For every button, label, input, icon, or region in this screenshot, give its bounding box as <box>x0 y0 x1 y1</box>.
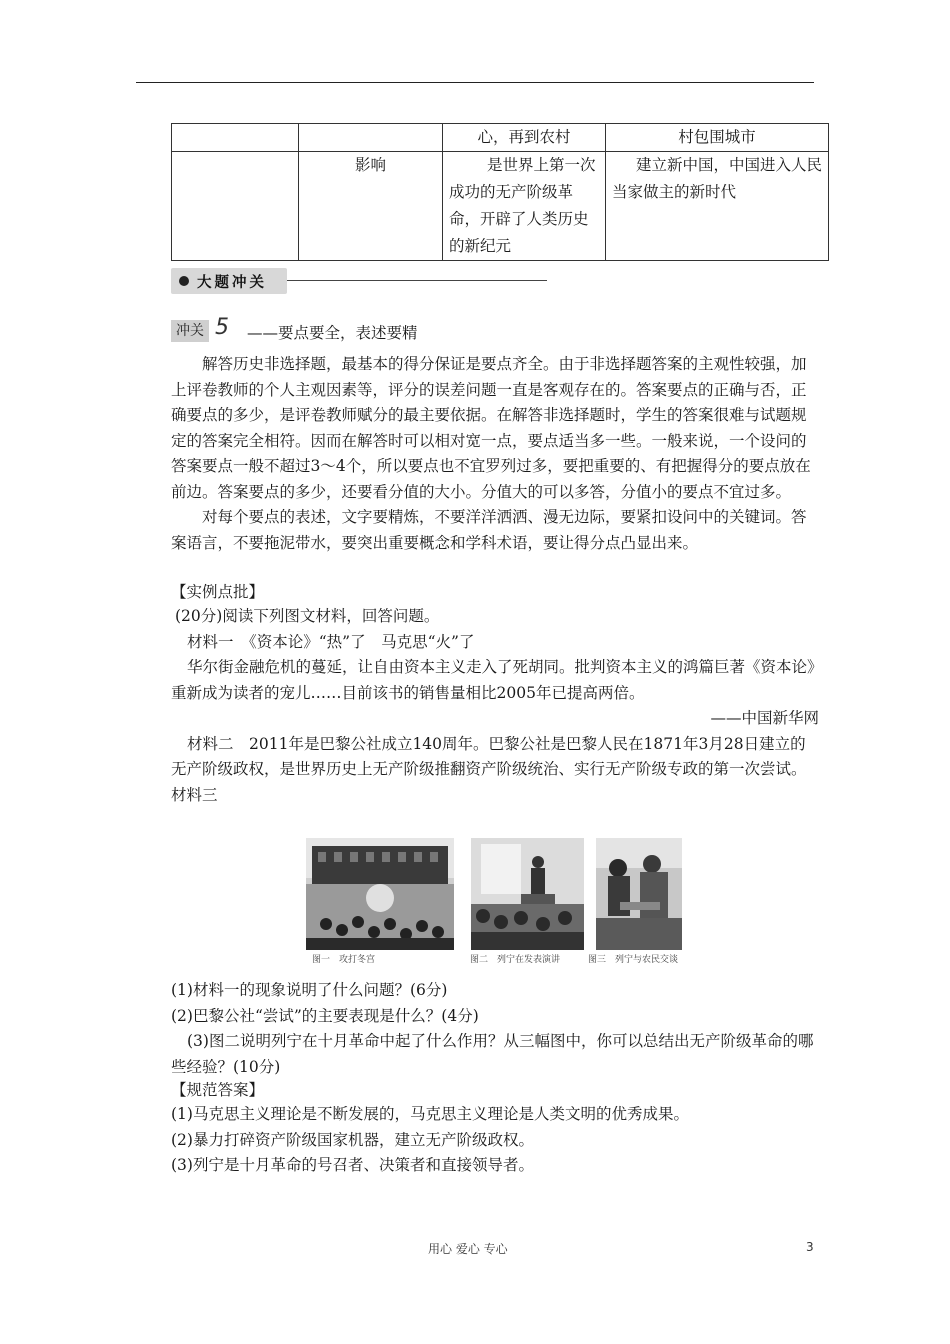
table-row <box>172 152 829 261</box>
lenin-peasants-image <box>596 838 682 950</box>
figure-strip <box>306 838 682 968</box>
figure-caption: 图三 列宁与农民交谈 <box>588 955 679 965</box>
figure-caption: 图二 列宁在发表演讲 <box>470 955 561 965</box>
question-item: (2)巴黎公社“尝试”的主要表现是什么？(4分) <box>171 1006 479 1025</box>
badge-label: 冲关 <box>171 320 209 342</box>
badge-subtitle: ——要点要全，表述要精 <box>247 324 418 342</box>
question-item: (3)图二说明列宁在十月革命中起了什么作用？从三幅图中，你可以总结出无产阶级革命的哪些经验？(10分) <box>171 1032 814 1076</box>
winter-palace-image <box>306 838 454 950</box>
material-text: 材料二 2011年是巴黎公社成立140周年。巴黎公社是巴黎人民在1871年3月28日建立的无产阶级政权，是世界历史上无产阶级推翻资产阶级统治、实行无产阶级专政的第一次尝试。 <box>171 734 807 778</box>
section-title: 大题冲关 <box>197 275 267 291</box>
material-text: 华尔街金融危机的蔓延，让自由资本主义走入了死胡同。批判资本主义的鸿篇巨著《资本论》重新成为读者的宠儿……目前该书的销售量相比2005年已提高两倍。 <box>171 658 815 702</box>
material-title: 材料三 <box>171 785 218 804</box>
header-rule <box>136 82 814 83</box>
table-cell <box>172 124 299 152</box>
example-materials <box>171 604 819 808</box>
comparison-table <box>171 123 829 261</box>
section-divider <box>287 280 547 281</box>
answer-item: (2)暴力打碎资产阶级国家机器，建立无产阶级政权。 <box>171 1130 534 1149</box>
question-prompt: (20分)阅读下列图文材料，回答问题。 <box>175 607 440 625</box>
level-badge <box>171 315 241 342</box>
questions <box>171 978 819 1080</box>
badge-number: 5 <box>215 315 229 340</box>
table-cell-label: 影响 <box>299 152 443 261</box>
material-title: 材料一 《资本论》“热”了 马克思“火”了 <box>187 632 475 651</box>
example-heading: 【实例点批】 <box>171 583 265 601</box>
table-cell: 心，再到农村 <box>443 124 606 152</box>
answer-item: (1)马克思主义理论是不断发展的，马克思主义理论是人类文明的优秀成果。 <box>171 1105 689 1123</box>
paragraph: 解答历史非选择题，最基本的得分保证是要点齐全。由于非选择题答案的主观性较强，加上评卷教师的个人主观因素等，评分的误差问题一直是客观存在的。答案要点的正确与否，正确要点的多少，是评卷教师赋分的最主要依据。在解答非选择题时，学生的答案很难与试题规定的答案完全相符。因而在解答时可以相对宽一点，要点适当多一些。一般来说，一个设问的答案要点一般不超过3～4个，所以要点也不宜罗列过多，要把重要的、有把握得分的要点放在前边。答案要点的多少，还要看分值的大小。分值大的可以多答，分值小的要点不宜过多。 <box>171 355 811 501</box>
table-cell: 建立新中国，中国进入人民当家做主的新时代 <box>606 152 829 261</box>
question-item: (1)材料一的现象说明了什么问题？(6分) <box>171 981 448 999</box>
answer-item: (3)列宁是十月革命的号召者、决策者和直接领导者。 <box>171 1156 534 1174</box>
table-cell <box>299 124 443 152</box>
bullet-icon <box>179 276 189 286</box>
section-header <box>171 268 547 294</box>
material-source: ——中国新华网 <box>710 709 819 727</box>
figure-caption: 图一 攻打冬宫 <box>312 955 376 965</box>
table-cell: 村包围城市 <box>606 124 829 152</box>
table-row <box>172 124 829 152</box>
page-number: 3 <box>806 1240 814 1254</box>
table-cell: 是世界上第一次成功的无产阶级革命，开辟了人类历史的新纪元 <box>443 152 606 261</box>
section-tag <box>171 268 287 294</box>
answer-heading: 【规范答案】 <box>171 1081 265 1099</box>
footer-motto: 用心 爱心 专心 <box>428 1242 508 1256</box>
lenin-speech-image <box>471 838 584 950</box>
figure-captions <box>306 952 682 968</box>
table-cell <box>172 152 299 261</box>
paragraph: 对每个要点的表述，文字要精炼，不要洋洋洒洒、漫无边际，要紧扣设问中的关键词。答案语言，不要拖泥带水，要突出重要概念和学科术语，要让得分点凸显出来。 <box>171 508 807 552</box>
answers <box>171 1102 819 1179</box>
intro-text <box>171 352 819 556</box>
